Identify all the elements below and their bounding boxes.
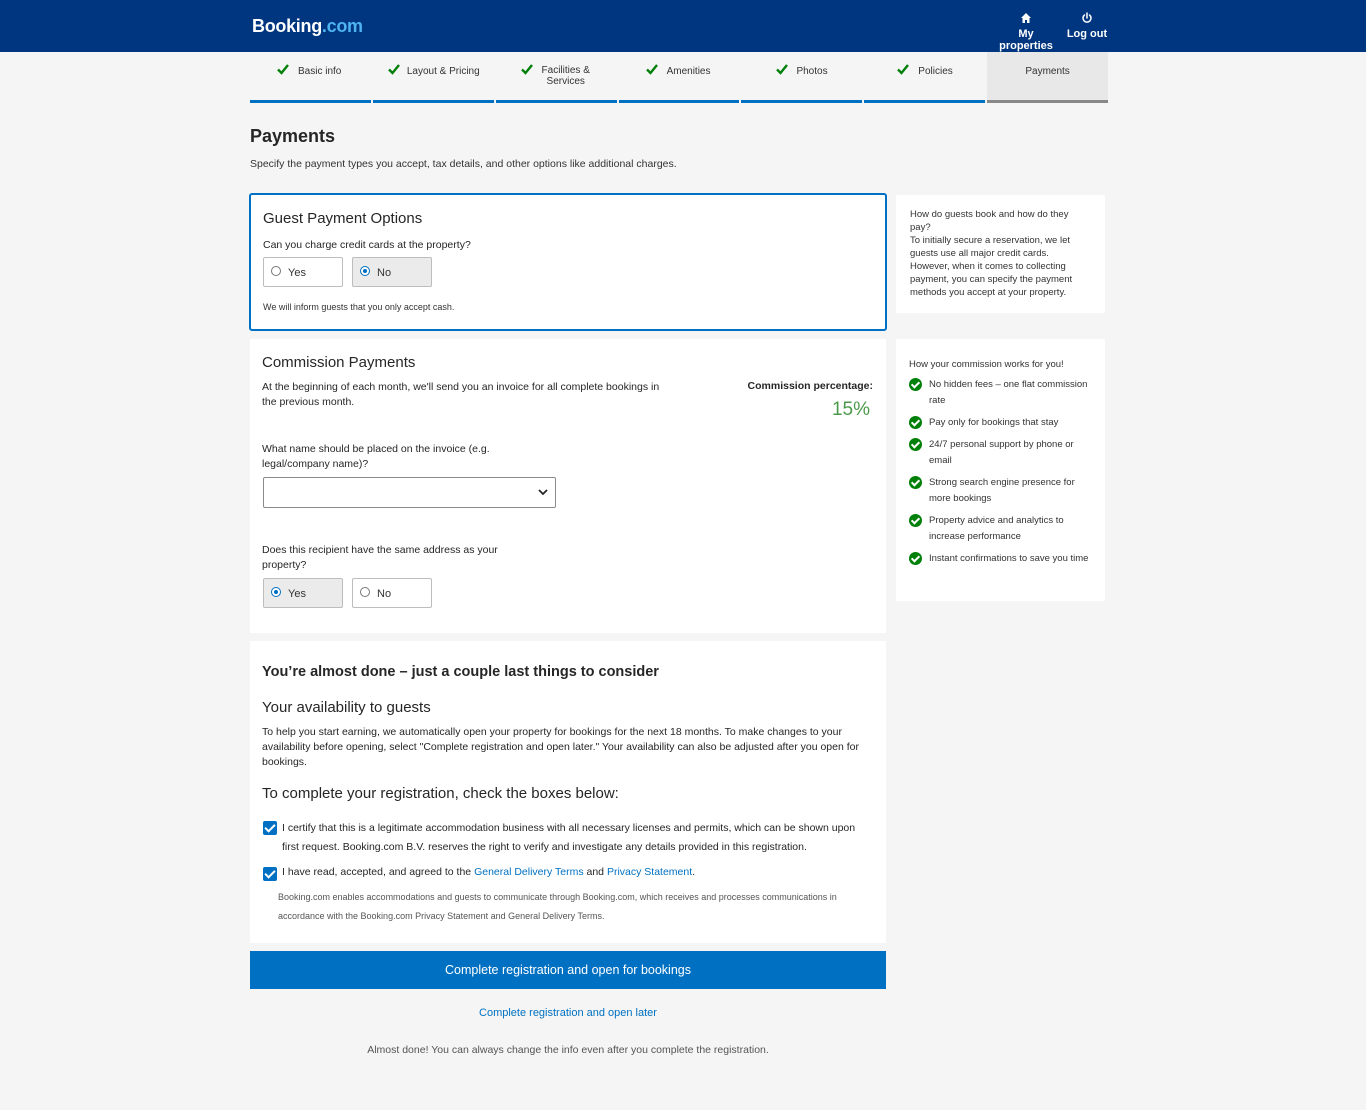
cash-only-note: We will inform guests that you only accept cash. [263,302,455,312]
invoice-name-question: What name should be placed on the invoice (e.g. legal/company name)? [262,443,490,470]
page-subtitle: Specify the payment types you accept, tax details, and other options like additional charges. [250,158,677,170]
checkmark-icon [520,62,534,76]
checkmark-icon [775,62,789,76]
step-basic-info[interactable] [250,52,371,103]
agree-terms-checkbox[interactable] [263,867,277,881]
guest-payment-help [896,195,1105,313]
page-title: Payments [250,126,336,146]
commission-description: At the beginning of each month, we'll send you an invoice for all complete bookings in the previous month. [262,381,660,408]
power-icon [1066,12,1108,28]
radio-dot [360,266,370,276]
logo-suffix: .com [321,16,363,36]
footer-note: Almost done! You can always change the info even after you complete the registration. [367,1044,769,1056]
check-circle-icon [909,552,922,565]
radio-label: Yes [288,588,306,600]
invoice-name-select[interactable] [263,477,556,508]
commission-percentage-value: 15% [831,399,870,420]
list-item [909,475,1093,507]
step-label: Policies [918,66,953,77]
complete-and-open-button[interactable]: Complete registration and open for bookings [250,951,886,989]
progress-steps [250,52,1108,103]
guest-payment-title: Guest Payment Options [263,210,423,227]
radio-label: No [377,588,392,600]
benefit-text: 24/7 personal support by phone or email [929,439,1074,466]
commission-help [896,339,1105,601]
almost-done-heading: You’re almost done – just a couple last things to consider [262,664,659,680]
certify-checkbox[interactable] [263,821,277,835]
checkmark-icon [896,62,910,76]
list-item [909,377,1093,409]
benefit-text: Instant confirmations to save you time [929,553,1089,564]
check-circle-icon [909,416,922,429]
list-item [909,415,1093,431]
checkmark-icon [387,62,401,76]
availability-title: Your availability to guests [262,699,431,716]
step-amenities[interactable] [619,52,740,103]
guest-help-title: How do guests book and how do they pay? [910,209,1069,233]
benefit-text: Strong search engine presence for more bookings [929,477,1075,504]
agree-terms-text [282,866,874,878]
certify-text: I certify that this is a legitimate accommodation business with all necessary licenses and permits, which can be shown upon first request. Booking.com B.V. reserves the right to verify and investigate any details provided in this registration. [282,822,856,853]
credit-card-question: Can you charge credit cards at the property? [263,239,471,251]
communication-note: Booking.com enables accommodations and guests to communicate through Booking.com, which receives and processes communications in accordance with the Booking.com Privacy Statement and General Delivery Terms. [278,892,837,921]
step-label: Payments [1025,66,1070,77]
checkbox-title: To complete your registration, check the boxes below: [262,785,619,802]
guest-payment-card [249,193,887,331]
agree-prefix: I have read, accepted, and agreed to the [282,866,472,878]
commission-title: Commission Payments [262,354,416,371]
same-address-no-radio[interactable] [352,578,432,608]
agree-and: and [586,866,605,878]
privacy-statement-link[interactable]: Privacy Statement [606,866,693,878]
step-label: Layout & Pricing [406,66,480,77]
radio-dot [271,266,281,276]
same-address-question: Does this recipient have the same address as your property? [262,544,498,571]
commission-card [250,339,886,633]
benefit-text: Pay only for bookings that stay [929,417,1059,428]
step-label: Basic info [298,66,342,77]
commission-percentage-label: Commission percentage: [747,380,873,392]
step-photos[interactable] [741,52,862,103]
check-circle-icon [909,514,922,527]
commission-benefits-list [909,377,1093,567]
radio-dot [360,587,370,597]
step-policies[interactable] [864,52,985,103]
checkmark-icon [645,62,659,76]
general-delivery-terms-link[interactable]: General Delivery Terms [474,866,584,878]
log-out-link[interactable] [1066,12,1108,40]
chevron-down-icon [537,486,549,498]
step-label: Amenities [666,66,711,77]
step-payments[interactable] [987,52,1108,103]
step-label: Photos [796,66,828,77]
check-circle-icon [909,438,922,451]
check-circle-icon [909,378,922,391]
guest-help-body: To initially secure a reservation, we let guests use all major credit cards. However, when it comes to collecting payment, you can specify the payment methods you accept at your property. [910,235,1073,298]
complete-open-later-link[interactable]: Complete registration and open later [479,1007,657,1019]
home-icon [990,12,1062,28]
credit-card-no-radio[interactable] [352,257,432,287]
booking-logo[interactable] [252,16,363,37]
benefit-text: Property advice and analytics to increase performance [929,515,1064,542]
availability-text: To help you start earning, we automatically open your property for bookings for the next 18 months. To make changes to your availability before opening, select "Complete registration and open later." Your availability can also be adjusted after you open for bookings. [262,726,859,768]
radio-label: Yes [288,267,306,279]
radio-dot [271,587,281,597]
my-properties-label: My properties [999,28,1053,52]
commission-help-title: How your commission works for you! [909,359,1064,370]
step-label: Facilities & Services [541,65,590,87]
list-item [909,437,1093,469]
credit-card-yes-radio[interactable] [263,257,343,287]
step-layout-pricing[interactable] [373,52,494,103]
benefit-text: No hidden fees – one flat commission rate [929,379,1088,406]
checkmark-icon [276,62,290,76]
log-out-label: Log out [1066,28,1108,40]
check-circle-icon [909,476,922,489]
list-item [909,551,1093,567]
step-facilities-services[interactable] [496,52,617,103]
logo-text: Booking [252,16,322,36]
list-item [909,513,1093,545]
agree-suffix: . [692,866,696,878]
top-bar [0,0,1366,52]
same-address-yes-radio[interactable] [263,578,343,608]
my-properties-link[interactable] [990,12,1062,52]
final-steps-card [250,641,886,943]
radio-label: No [377,267,392,279]
